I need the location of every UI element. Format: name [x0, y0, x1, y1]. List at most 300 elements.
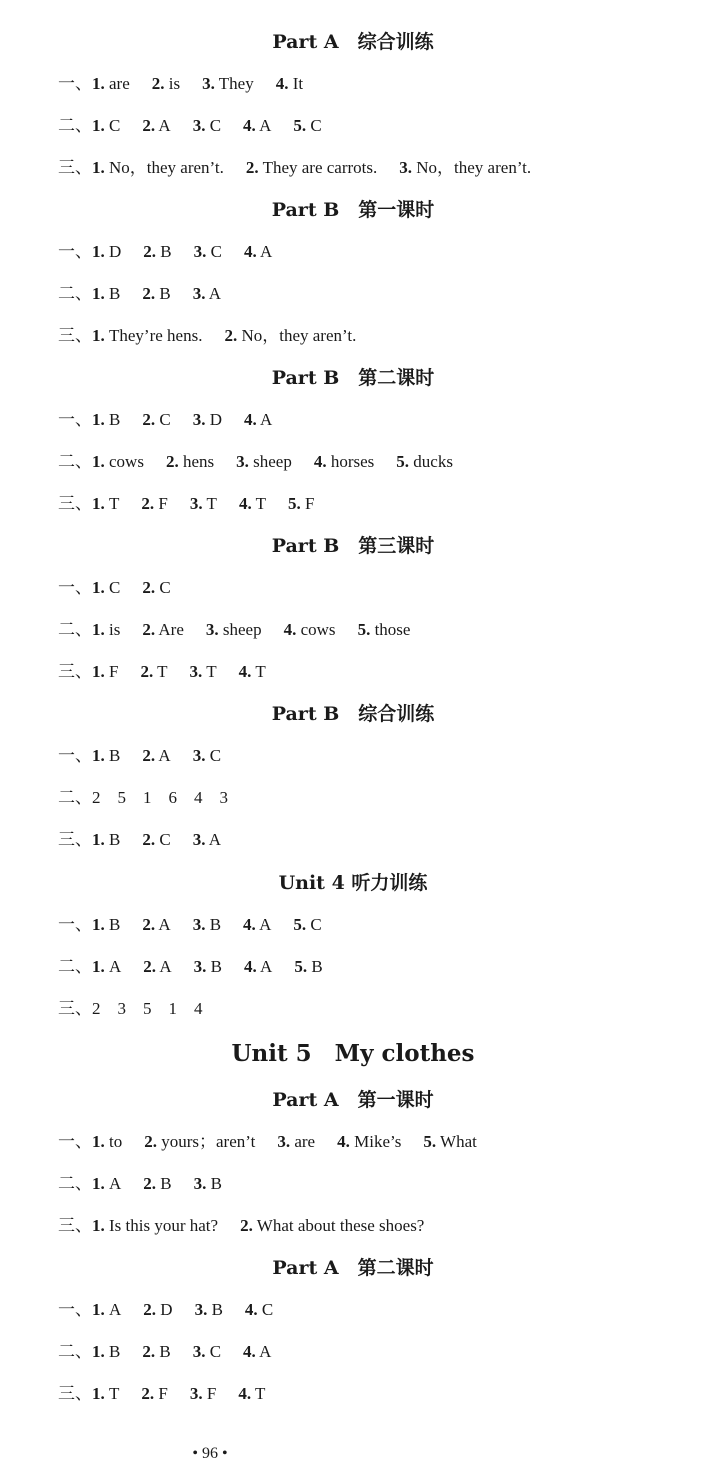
item-number: 1.: [92, 410, 105, 429]
answer-row: [58, 493, 686, 515]
answer-item: [143, 1300, 172, 1319]
answer-item: [141, 1384, 167, 1403]
answer-item: [293, 915, 321, 934]
answer-row: [58, 619, 686, 641]
answer-item: [142, 284, 170, 303]
item-number: 2.: [240, 1216, 253, 1235]
item-answer: C: [206, 242, 222, 261]
answer-item: [193, 284, 221, 303]
item-answer: T: [202, 494, 217, 513]
item-number: 1.: [92, 1300, 105, 1319]
item-answer: C: [104, 116, 121, 135]
answer-row: [58, 283, 686, 305]
item-number: 4.: [244, 1300, 258, 1319]
item-answer: A: [156, 957, 172, 976]
answer-row: [58, 325, 686, 347]
question-group-label: 三、: [58, 158, 92, 177]
item-number: 5.: [357, 620, 371, 639]
answer-item: [243, 116, 271, 135]
answer-row: [58, 1383, 686, 1405]
item-answer: ducks: [409, 452, 453, 471]
item-answer: T: [104, 1384, 120, 1403]
item-number: 1.: [92, 74, 105, 93]
answer-item: [193, 116, 221, 135]
item-answer: B: [206, 957, 222, 976]
question-group-label: 三、: [58, 494, 92, 513]
item-number: 4.: [283, 620, 297, 639]
item-answer: is: [104, 620, 121, 639]
item-number: 1.: [92, 830, 105, 849]
item-answer: No，they aren’t.: [412, 158, 532, 177]
item-answer: C: [205, 1342, 222, 1361]
item-answer: C: [205, 746, 222, 765]
item-number: 4.: [243, 1342, 256, 1361]
item-answer: T: [153, 662, 168, 681]
answer-item: [194, 242, 222, 261]
item-number: 2.: [142, 578, 156, 597]
item-answer: A: [155, 116, 171, 135]
answer-item: [142, 578, 170, 597]
answer-item: [190, 494, 217, 513]
item-number: 3.: [236, 452, 249, 471]
question-group-label: 二、: [58, 620, 92, 639]
question-group-label: 一、: [58, 915, 92, 934]
answer-item: [190, 1384, 216, 1403]
item-answer: T: [251, 494, 267, 513]
item-answer: T: [104, 494, 120, 513]
item-answer: cows: [104, 452, 144, 471]
question-group-label: 一、: [58, 1300, 92, 1319]
item-number: 3.: [192, 1342, 206, 1361]
answer-row: [58, 409, 686, 431]
question-group-label: 一、: [58, 746, 92, 765]
item-number: 2.: [142, 116, 156, 135]
answer-item: [92, 830, 120, 849]
answer-item: [240, 1216, 424, 1235]
item-number: 1.: [92, 915, 105, 934]
item-number: 2.: [143, 242, 157, 261]
item-number: 3.: [192, 116, 206, 135]
item-answer: A: [255, 915, 272, 934]
question-group-label: 三、: [58, 662, 92, 681]
answer-item: [396, 452, 453, 471]
item-answer: D: [205, 410, 222, 429]
answer-item: [193, 410, 222, 429]
answer-item: [243, 915, 271, 934]
answer-row: [58, 1173, 686, 1195]
item-number: 1.: [92, 662, 105, 681]
answer-item: [236, 452, 292, 471]
item-answer: C: [155, 578, 171, 597]
item-answer: No，they aren’t.: [237, 326, 357, 345]
item-answer: Mike’s: [349, 1132, 402, 1151]
section-heading: Part A 综合训练: [272, 31, 434, 53]
item-number: 1.: [92, 746, 105, 765]
item-answer: horses: [326, 452, 375, 471]
answer-item: [166, 452, 214, 471]
item-answer: They are carrots.: [258, 158, 378, 177]
item-number: 1.: [92, 242, 105, 261]
item-answer: F: [202, 1384, 217, 1403]
answer-item: [92, 116, 120, 135]
answer-item: [238, 1384, 265, 1403]
answer-item: [92, 1216, 218, 1235]
unit-title: Unit 5 My clothes: [231, 1040, 475, 1067]
item-number: 2.: [245, 158, 259, 177]
item-number: 3.: [189, 494, 203, 513]
item-number: 1.: [92, 620, 105, 639]
answer-item: [142, 746, 170, 765]
item-number: 3.: [193, 1174, 207, 1193]
item-number: 2.: [143, 1174, 157, 1193]
item-number: 4.: [243, 116, 256, 135]
question-group-label: 二、: [58, 1174, 92, 1193]
item-answer: F: [104, 662, 119, 681]
item-answer: T: [251, 1384, 266, 1403]
item-number: 1.: [92, 957, 105, 976]
item-number: 3.: [192, 830, 206, 849]
item-number: 4.: [238, 1384, 252, 1403]
answer-item: [399, 158, 531, 177]
item-number: 5.: [288, 494, 301, 513]
item-answer: A: [205, 830, 222, 849]
item-answer: Is this your hat?: [104, 1216, 219, 1235]
answer-item: [190, 662, 217, 681]
answer-item: [294, 957, 322, 976]
answer-item: [142, 620, 184, 639]
item-number: 2.: [165, 452, 179, 471]
item-number: 3.: [189, 662, 203, 681]
question-group-label: 三、: [58, 999, 92, 1018]
item-answer: No，they aren’t.: [104, 158, 224, 177]
answer-item: [277, 1132, 315, 1151]
item-number: 1.: [92, 284, 105, 303]
question-group-label: 一、: [58, 242, 92, 261]
answer-item: [244, 957, 272, 976]
item-answer: B: [104, 410, 121, 429]
answer-item: [92, 620, 120, 639]
answer-item: [337, 1132, 401, 1151]
item-number: 4.: [238, 494, 252, 513]
answer-item: [244, 410, 272, 429]
question-group-label: 一、: [58, 74, 92, 93]
answer-item: [224, 326, 356, 345]
section-heading: Part B 第一课时: [271, 199, 435, 221]
answer-row: [58, 1341, 686, 1363]
answer-item: [92, 746, 120, 765]
answer-item: [246, 158, 377, 177]
answer-item: [239, 494, 266, 513]
item-answer: those: [370, 620, 411, 639]
answer-sequence: 2 5 1 6 4 3: [92, 788, 228, 807]
question-group-label: 三、: [58, 326, 92, 345]
item-answer: B: [104, 1342, 121, 1361]
item-number: 2.: [142, 410, 156, 429]
question-group-label: 一、: [58, 410, 92, 429]
answer-item: [92, 578, 120, 597]
answer-item: [92, 410, 120, 429]
item-answer: A: [256, 410, 273, 429]
answer-item: [92, 326, 202, 345]
answer-row: [58, 451, 686, 473]
item-number: 1.: [92, 1174, 105, 1193]
item-answer: It: [288, 74, 304, 93]
item-answer: A: [205, 284, 222, 303]
question-group-label: 一、: [58, 1132, 92, 1151]
answer-sequence: 2 3 5 1 4: [92, 999, 203, 1018]
item-number: 2.: [142, 1342, 156, 1361]
item-answer: A: [155, 746, 171, 765]
item-number: 2.: [142, 620, 156, 639]
item-answer: They: [214, 74, 254, 93]
answer-item: [314, 452, 374, 471]
item-number: 3.: [202, 74, 215, 93]
item-number: 1.: [92, 1384, 105, 1403]
item-number: 1.: [92, 1342, 105, 1361]
item-answer: What about these shoes?: [252, 1216, 425, 1235]
answer-row: [58, 157, 686, 179]
answer-item: [193, 830, 221, 849]
item-answer: hens: [178, 452, 215, 471]
item-number: 3.: [192, 746, 206, 765]
item-number: 1.: [92, 452, 105, 471]
answer-item: [284, 620, 336, 639]
item-answer: B: [205, 915, 222, 934]
item-number: 3.: [205, 620, 219, 639]
item-answer: sheep: [218, 620, 262, 639]
answer-item: [143, 1174, 171, 1193]
item-number: 4.: [243, 915, 256, 934]
answer-item: [194, 957, 222, 976]
item-number: 2.: [142, 746, 156, 765]
item-number: 1.: [92, 578, 105, 597]
item-answer: Are: [155, 620, 184, 639]
item-answer: A: [104, 1300, 122, 1319]
item-answer: A: [155, 915, 171, 934]
question-group-label: 二、: [58, 788, 92, 807]
item-answer: to: [104, 1132, 123, 1151]
item-number: 3.: [193, 242, 207, 261]
item-answer: A: [256, 957, 273, 976]
item-answer: B: [156, 242, 172, 261]
item-answer: D: [104, 242, 122, 261]
item-number: 3.: [192, 284, 206, 303]
answer-item: [142, 830, 170, 849]
answer-item: [194, 1174, 222, 1193]
item-number: 1.: [92, 158, 105, 177]
answer-item: [293, 116, 321, 135]
item-answer: C: [306, 915, 322, 934]
item-number: 2.: [141, 494, 155, 513]
answer-row: [58, 577, 686, 599]
question-group-label: 三、: [58, 1384, 92, 1403]
item-number: 5.: [293, 116, 307, 135]
answer-item: [142, 915, 170, 934]
item-answer: A: [256, 242, 273, 261]
item-answer: A: [104, 1174, 122, 1193]
item-answer: A: [255, 1342, 272, 1361]
item-number: 2.: [142, 915, 156, 934]
answer-item: [142, 1342, 170, 1361]
item-number: 2.: [151, 74, 165, 93]
item-answer: B: [104, 830, 121, 849]
item-number: 5.: [423, 1132, 437, 1151]
item-number: 3.: [189, 1384, 203, 1403]
answer-item: [276, 74, 303, 93]
answer-item: [202, 74, 254, 93]
answer-row: [58, 73, 686, 95]
item-number: 2.: [224, 326, 238, 345]
item-answer: C: [155, 830, 171, 849]
item-answer: F: [300, 494, 315, 513]
item-number: 4.: [275, 74, 289, 93]
item-number: 4.: [243, 957, 257, 976]
item-answer: A: [255, 116, 272, 135]
item-answer: B: [155, 284, 171, 303]
answer-row: [58, 661, 686, 683]
item-number: 2.: [143, 957, 157, 976]
item-answer: B: [104, 284, 121, 303]
item-answer: D: [156, 1300, 173, 1319]
item-number: 3.: [277, 1132, 291, 1151]
question-group-label: 一、: [58, 578, 92, 597]
question-group-label: 三、: [58, 830, 92, 849]
item-answer: C: [104, 578, 121, 597]
item-number: 2.: [140, 662, 154, 681]
section-heading: Part B 第二课时: [271, 367, 435, 389]
answer-item: [142, 116, 170, 135]
answer-item: [288, 494, 314, 513]
item-number: 3.: [192, 410, 206, 429]
item-number: 3.: [399, 158, 413, 177]
item-answer: C: [205, 116, 222, 135]
item-number: 2.: [142, 284, 156, 303]
item-answer: sheep: [248, 452, 292, 471]
answer-item: [143, 242, 171, 261]
answer-item: [92, 662, 118, 681]
answer-item: [92, 452, 144, 471]
answer-item: [92, 158, 224, 177]
answer-row: [58, 1215, 686, 1237]
answer-item: [142, 410, 170, 429]
answer-item: [193, 915, 221, 934]
answer-item: [92, 74, 130, 93]
item-answer: B: [104, 746, 121, 765]
item-number: 4.: [337, 1132, 350, 1151]
question-group-label: 二、: [58, 116, 92, 135]
item-answer: F: [154, 1384, 168, 1403]
item-answer: C: [257, 1300, 274, 1319]
answer-item: [92, 957, 121, 976]
question-group-label: 二、: [58, 284, 92, 303]
item-number: 3.: [194, 1300, 208, 1319]
answer-row: [58, 1299, 686, 1321]
item-answer: They’re hens.: [104, 326, 203, 345]
item-number: 5.: [396, 452, 410, 471]
item-number: 2.: [143, 1300, 157, 1319]
item-number: 1.: [92, 326, 105, 345]
answer-row: [58, 241, 686, 263]
answer-row: [58, 115, 686, 137]
answer-row: [58, 1131, 686, 1153]
question-group-label: 二、: [58, 452, 92, 471]
item-number: 1.: [92, 1132, 105, 1151]
item-answer: B: [207, 1300, 223, 1319]
answer-item: [195, 1300, 223, 1319]
answer-item: [243, 1342, 271, 1361]
answer-item: [92, 1174, 121, 1193]
item-answer: B: [307, 957, 323, 976]
item-answer: B: [104, 915, 121, 934]
item-number: 5.: [294, 957, 308, 976]
item-answer: B: [155, 1342, 171, 1361]
answer-row: [58, 914, 686, 936]
answer-row: [58, 956, 686, 978]
item-number: 2.: [141, 1384, 155, 1403]
item-number: 4.: [313, 452, 327, 471]
answer-item: [423, 1132, 477, 1151]
item-number: 4.: [238, 662, 252, 681]
question-group-label: 三、: [58, 1216, 92, 1235]
answer-item: [140, 662, 167, 681]
item-answer: are: [104, 74, 130, 93]
item-answer: F: [154, 494, 168, 513]
question-group-label: 二、: [58, 957, 92, 976]
item-number: 4.: [243, 410, 257, 429]
item-number: 2.: [144, 1132, 157, 1151]
item-number: 2.: [142, 830, 156, 849]
answer-item: [358, 620, 411, 639]
answer-item: [206, 620, 262, 639]
answer-row: [58, 998, 686, 1020]
item-answer: T: [202, 662, 217, 681]
answer-row: [58, 829, 686, 851]
answer-item: [92, 1300, 121, 1319]
item-number: 1.: [92, 1216, 105, 1235]
section-heading: Part A 第一课时: [272, 1089, 434, 1111]
item-number: 3.: [193, 957, 207, 976]
answer-item: [245, 1300, 273, 1319]
item-answer: A: [104, 957, 122, 976]
item-answer: is: [164, 74, 181, 93]
answer-item: [141, 494, 167, 513]
item-answer: B: [156, 1174, 172, 1193]
answer-row: [58, 745, 686, 767]
page-number: • 96 •: [192, 1445, 228, 1462]
item-answer: yours；aren’t: [156, 1132, 256, 1151]
item-number: 1.: [92, 494, 105, 513]
section-heading: Unit 4 听力训练: [278, 872, 428, 894]
item-answer: C: [306, 116, 322, 135]
answer-item: [92, 1384, 119, 1403]
item-number: 5.: [293, 915, 307, 934]
answer-item: [92, 1342, 120, 1361]
section-heading: Part A 第二课时: [272, 1257, 434, 1279]
item-answer: are: [290, 1132, 316, 1151]
answer-item: [92, 494, 119, 513]
answer-item: [92, 284, 120, 303]
answer-item: [244, 242, 272, 261]
item-number: 4.: [243, 242, 257, 261]
answer-item: [193, 1342, 221, 1361]
answer-item: [239, 662, 266, 681]
answer-item: [144, 1132, 255, 1151]
answer-item: [193, 746, 221, 765]
section-heading: Part B 第三课时: [271, 535, 435, 557]
answer-row: [58, 787, 686, 809]
section-heading: Part B 综合训练: [271, 703, 435, 725]
item-answer: C: [155, 410, 171, 429]
